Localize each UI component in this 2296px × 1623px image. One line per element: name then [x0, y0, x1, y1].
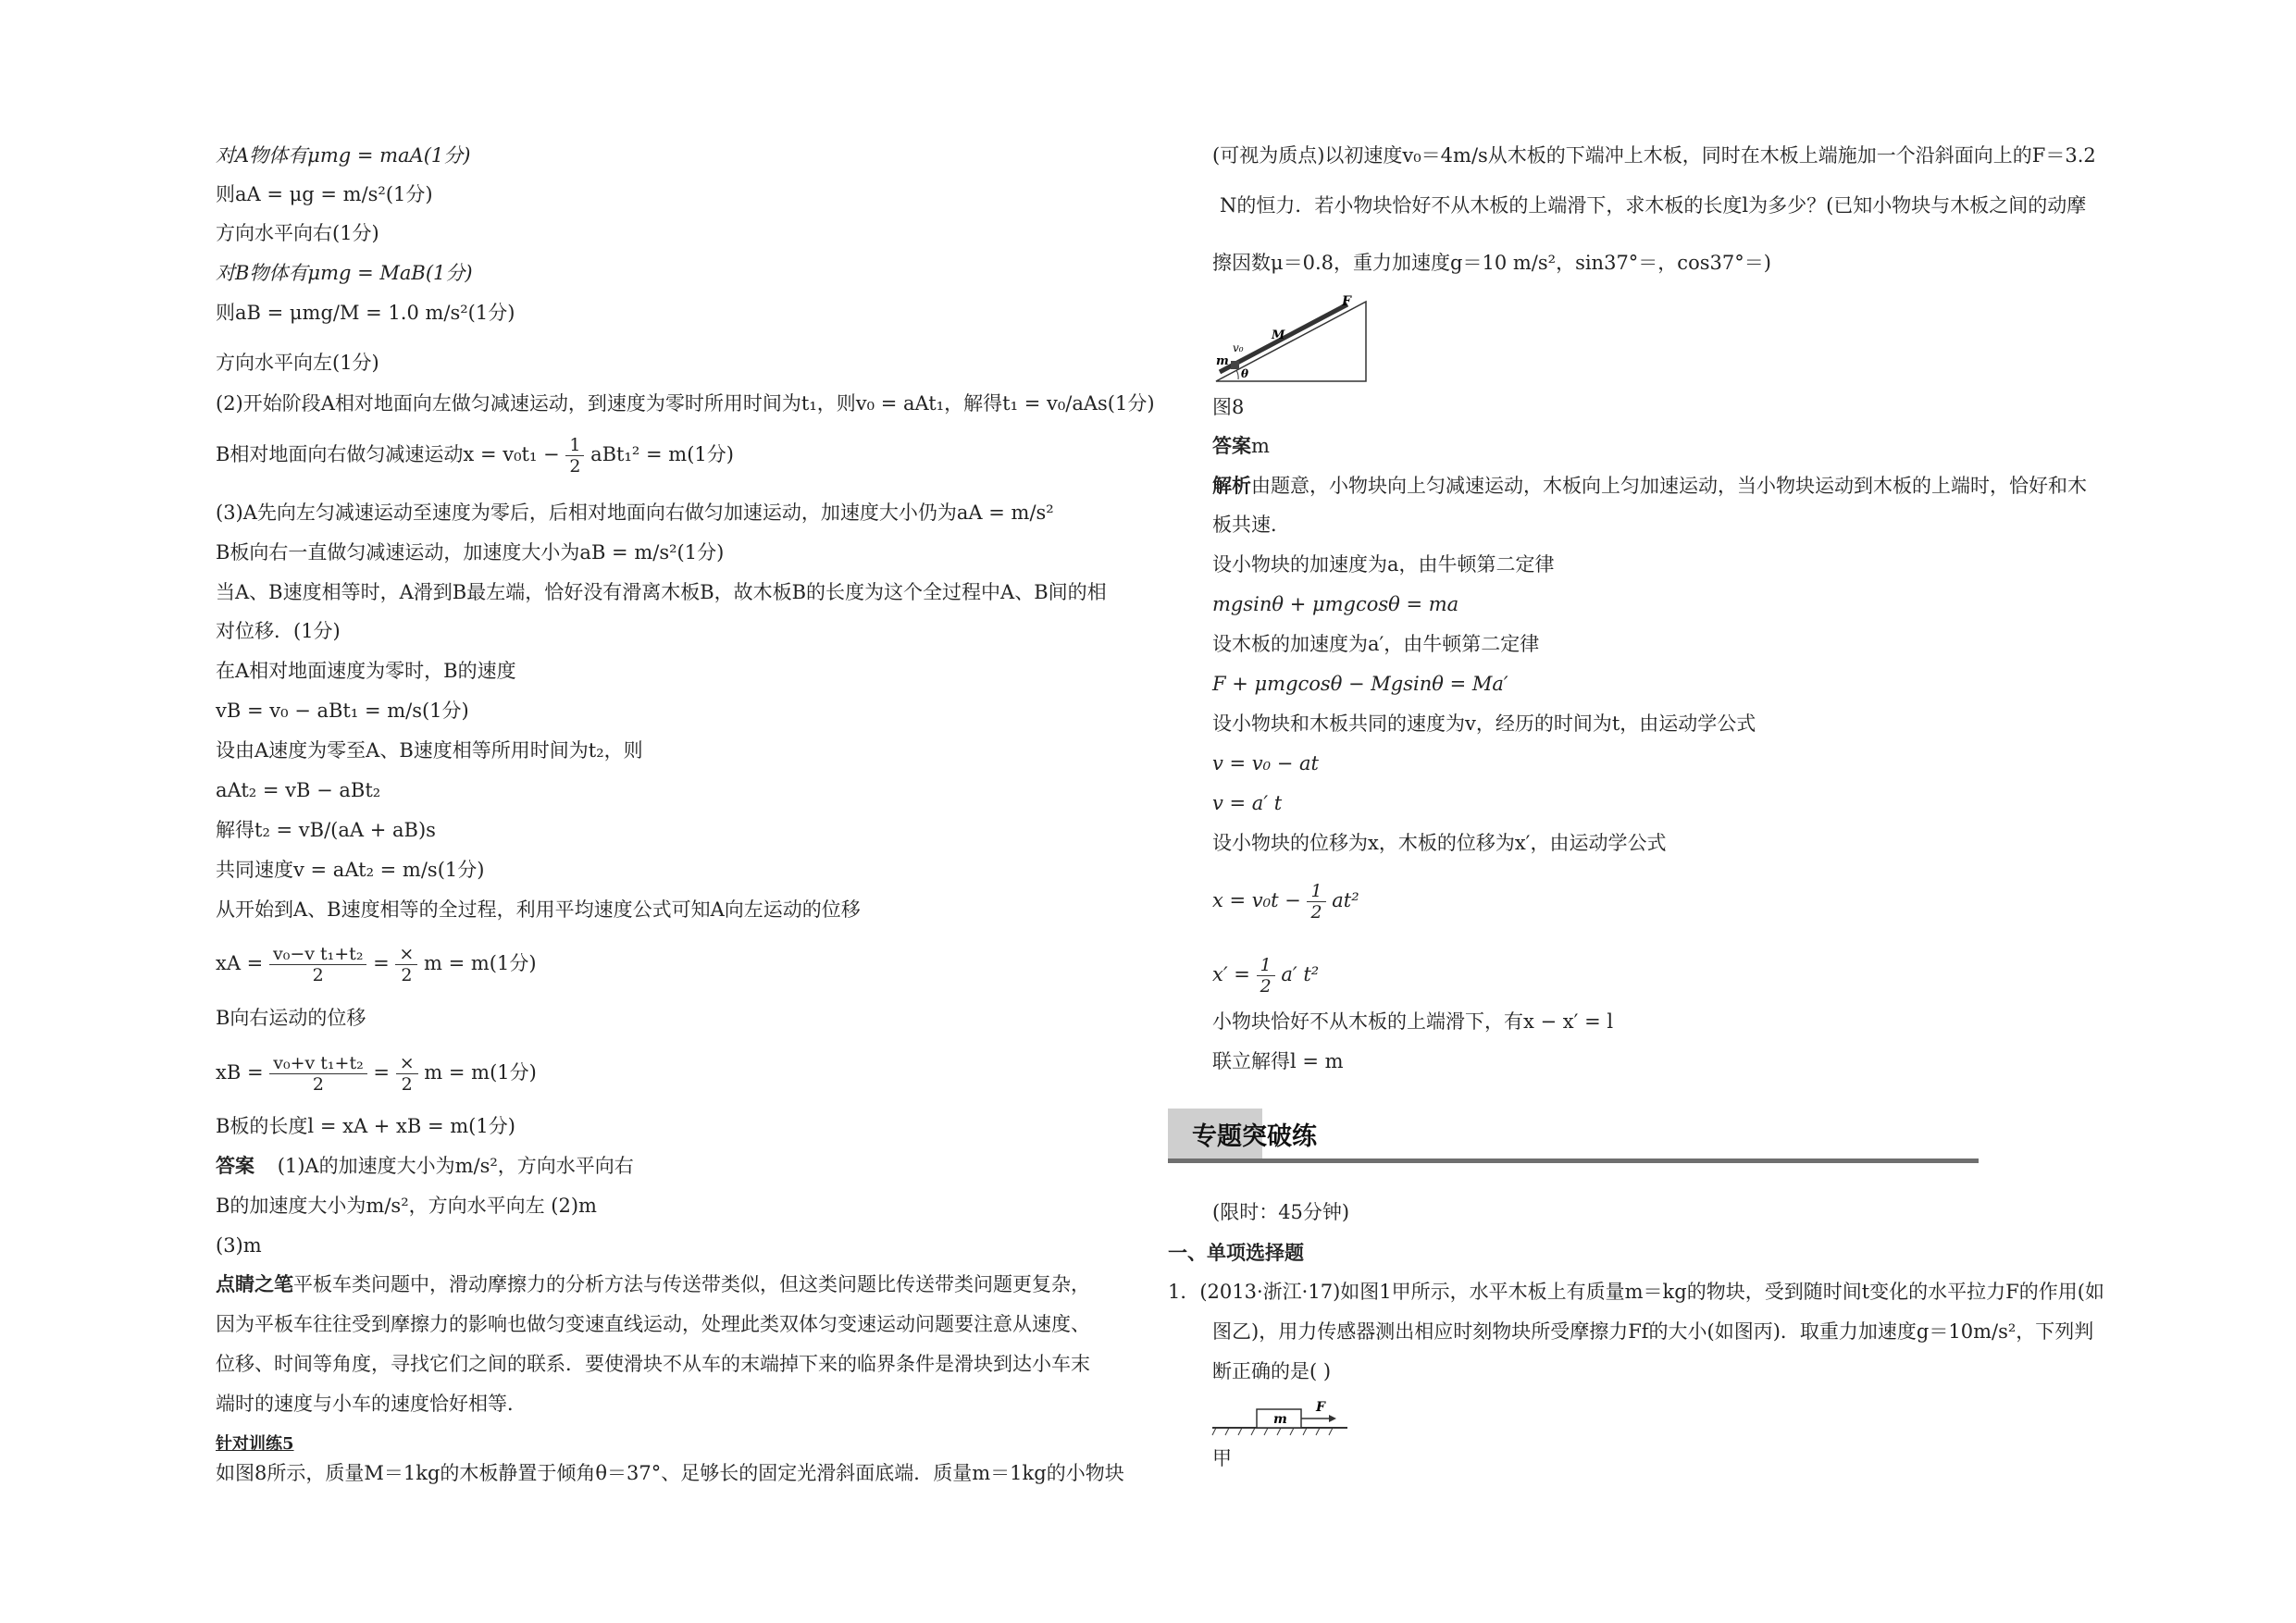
equation-text: B相对地面向右做匀减速运动x = v₀t₁ − — [216, 443, 560, 465]
equation-text: at² — [1332, 889, 1359, 911]
text-line: 解得t₂ = vB/(aA + aB)s — [216, 819, 436, 841]
numerator: 1 — [1257, 955, 1275, 976]
answer-text: m — [1251, 435, 1270, 457]
section-title: 专题突破练 — [1192, 1122, 1317, 1151]
text-line: vB = v₀ − aBt₁ = m/s(1分) — [216, 700, 469, 722]
text-line: 方向水平向左(1分) — [216, 352, 379, 374]
figure8-incline-diagram — [1210, 294, 1377, 387]
text-line: B的加速度大小为m/s²，方向水平向左 (2)m — [216, 1195, 597, 1217]
denominator: 2 — [1310, 902, 1322, 923]
hatch — [1238, 1428, 1242, 1435]
solution-line — [1212, 473, 2087, 499]
text-line: (3)m — [216, 1234, 262, 1257]
text-line: 联立解得l = m — [1212, 1050, 1344, 1072]
part-heading: 一、单项选择题 — [1168, 1242, 1304, 1264]
equation-text: aBt₁² = m(1分) — [590, 443, 734, 465]
denominator: 2 — [401, 1074, 413, 1095]
fraction — [269, 944, 366, 985]
text-line: 位移、时间等角度，寻找它们之间的联系．要使滑块不从车的末端掉下来的临界条件是滑块到达小车末 — [216, 1353, 1090, 1375]
text-line: 小物块恰好不从木板的上端滑下，有x − x′ = l — [1212, 1010, 1614, 1033]
text-line: 图乙)，用力传感器测出相应时刻物块所受摩擦力Ff的大小(如图丙)．取重力加速度g＝10m/s²，下列判 — [1212, 1320, 2094, 1343]
angle-arc — [1236, 370, 1238, 379]
equation-line — [216, 1053, 537, 1095]
text-line: 设由A速度为零至A、B速度相等所用时间为t₂，则 — [216, 739, 643, 762]
text-line: 断正确的是( ) — [1212, 1360, 1332, 1382]
text-line: (可视为质点)以初速度v₀＝4m/s从木板的下端冲上木板，同时在木板上端施加一个沿斜面向上的F＝3.2 — [1212, 144, 2096, 167]
text-line: 从开始到A、B速度相等的全过程，利用平均速度公式可知A向左运动的位移 — [216, 898, 861, 921]
fraction — [1257, 955, 1275, 997]
training-label: 针对训练5 — [216, 1434, 294, 1454]
text-line: 对A物体有μmg = maA(1分) — [216, 144, 471, 167]
numerator: v₀−v t₁+t₂ — [269, 944, 366, 965]
fraction — [269, 1053, 366, 1095]
text-line: B向右运动的位移 — [216, 1007, 366, 1029]
hatch — [1303, 1428, 1307, 1435]
text-line: (限时：45分钟) — [1212, 1201, 1350, 1223]
text-line: B板向右一直做匀减速运动，加速度大小为aB = m/s²(1分) — [216, 541, 725, 564]
text-line: v = v₀ − at — [1212, 752, 1319, 774]
solution-label: 解析 — [1212, 474, 1251, 497]
answer-label: 答案 — [1212, 434, 1251, 457]
text-line: 端时的速度与小车的速度恰好相等． — [216, 1393, 527, 1415]
fraction — [565, 435, 584, 477]
figure1-block-diagram — [1210, 1393, 1349, 1439]
text-line: 当A、B速度相等时，A滑到B最左端，恰好没有滑离木板B，故木板B的长度为这个全过程中A、B间的相 — [216, 581, 1107, 603]
text-line: 方向水平向右(1分) — [216, 222, 379, 244]
text-line: 设木板的加速度为a′，由牛顿第二定律 — [1212, 633, 1540, 655]
tip-text: 平板车类问题中，滑动摩擦力的分析方法与传送带类似，但这类问题比传送带类问题更复杂， — [293, 1273, 1090, 1295]
text-line: aAt₂ = vB − aBt₂ — [216, 779, 381, 801]
solution-text: 由题意，小物块向上匀减速运动，木板向上匀加速运动，当小物块运动到木板的上端时，恰好和木 — [1251, 475, 2087, 497]
equation-text: = — [373, 1061, 390, 1084]
numerator: × — [395, 944, 417, 965]
fraction — [396, 1053, 418, 1095]
text-line: (2)开始阶段A相对地面向左做匀减速运动，到速度为零时所用时间为t₁，则v₀ = aAt₁，解得t₁ = v₀/aAs(1分) — [216, 392, 1155, 415]
equation-text: x′ = — [1212, 963, 1250, 985]
equation-text: m = m(1分) — [424, 1061, 537, 1084]
block — [1231, 361, 1239, 369]
hatch — [1212, 1428, 1216, 1435]
denominator: 2 — [569, 456, 581, 477]
text-line: 设小物块的位移为x，木板的位移为x′，由运动学公式 — [1212, 832, 1667, 854]
text-line: 板共速． — [1212, 514, 1290, 536]
text-line: mgsinθ + μmgcosθ = ma — [1212, 593, 1459, 615]
equation-text: x = v₀t − — [1212, 889, 1301, 911]
answer-text: (1)A的加速度大小为m/s²，方向水平向右 — [277, 1155, 634, 1177]
denominator: 2 — [312, 1074, 325, 1095]
label-v0: v₀ — [1233, 341, 1244, 354]
figure-caption: 图8 — [1212, 396, 1245, 418]
arrow-head — [1329, 1415, 1336, 1422]
label-F: F — [1316, 1400, 1325, 1415]
text-line: 设小物块的加速度为a，由牛顿第二定律 — [1212, 553, 1555, 576]
text-line: 设小物块和木板共同的速度为v，经历的时间为t，由运动学公式 — [1212, 712, 1756, 735]
numerator: × — [396, 1053, 418, 1074]
text-line: 如图8所示，质量M＝1kg的木板静置于倾角θ＝37°、足够长的固定光滑斜面底端．质量m＝1kg的小物块 — [216, 1462, 1124, 1484]
hatch — [1277, 1428, 1281, 1435]
text-line: 在A相对地面速度为零时，B的速度 — [216, 660, 516, 682]
equation-text: xB = — [216, 1061, 264, 1084]
fraction — [1307, 881, 1325, 923]
text-line: 对B物体有μmg = MaB(1分) — [216, 262, 473, 284]
equation-text: m = m(1分) — [424, 952, 537, 974]
numerator: 1 — [1307, 881, 1325, 902]
label-m: m — [1216, 354, 1229, 368]
section-header — [1168, 1109, 1979, 1164]
text-line: v = a′ t — [1212, 792, 1283, 814]
answer-line — [216, 1153, 634, 1179]
equation-line — [216, 435, 734, 477]
text-line: B板的长度l = xA + xB = m(1分) — [216, 1115, 515, 1137]
label-F: F — [1342, 294, 1351, 309]
label-M: M — [1272, 328, 1285, 342]
hatch — [1329, 1428, 1333, 1435]
equation-text: = — [373, 952, 390, 974]
answer-label: 答案 — [216, 1154, 254, 1177]
equation-text: xA = — [216, 952, 264, 974]
equation-text: a′ t² — [1281, 963, 1320, 985]
text-line: 1．(2013·浙江·17)如图1甲所示，水平木板上有质量m＝kg的物块，受到随时间t变化的水平拉力F的作用(如 — [1168, 1281, 2104, 1303]
denominator: 2 — [312, 965, 324, 985]
answer-line — [1212, 433, 1270, 459]
label-m: m — [1273, 1412, 1287, 1427]
section-rule — [1168, 1158, 1979, 1163]
text-line: 对位移．(1分) — [216, 620, 341, 642]
hatch — [1316, 1428, 1320, 1435]
text-line: 因为平板车往往受到摩擦力的影响也做匀变速直线运动，处理此类双体匀变速运动问题要注意从速度、 — [216, 1313, 1090, 1335]
text-line: 则aA = μg = m/s²(1分) — [216, 183, 433, 205]
figure-caption: 甲 — [1212, 1447, 1232, 1469]
text-line: 共同速度v = aAt₂ = m/s(1分) — [216, 859, 485, 881]
equation-line — [1212, 881, 1359, 923]
hatch — [1264, 1428, 1268, 1435]
text-line: 则aB = μmg/M = 1.0 m/s²(1分) — [216, 302, 515, 324]
denominator: 2 — [401, 965, 413, 985]
label-theta: θ — [1241, 367, 1249, 380]
equation-line — [1212, 955, 1319, 997]
tip-label: 点睛之笔 — [216, 1272, 293, 1295]
denominator: 2 — [1260, 976, 1272, 997]
text-line: (3)A先向左匀减速运动至速度为零后，后相对地面向右做匀加速运动，加速度大小仍为aA = m/s² — [216, 502, 1054, 524]
hatch — [1225, 1428, 1229, 1435]
fraction — [395, 944, 417, 985]
text-line: N的恒力．若小物块恰好不从木板的上端滑下，求木板的长度l为多少？(已知小物块与木板之间的动摩 — [1220, 194, 2087, 217]
text-line: F + μmgcosθ − Mgsinθ = Ma′ — [1212, 673, 1508, 695]
text-line: 擦因数μ＝0.8，重力加速度g＝10 m/s²，sin37°＝，cos37°＝) — [1212, 252, 1771, 274]
numerator: 1 — [565, 435, 584, 456]
hatch — [1290, 1428, 1294, 1435]
numerator: v₀+v t₁+t₂ — [269, 1053, 366, 1074]
equation-line — [216, 944, 537, 985]
tip-line — [216, 1271, 1090, 1297]
hatch — [1251, 1428, 1255, 1435]
